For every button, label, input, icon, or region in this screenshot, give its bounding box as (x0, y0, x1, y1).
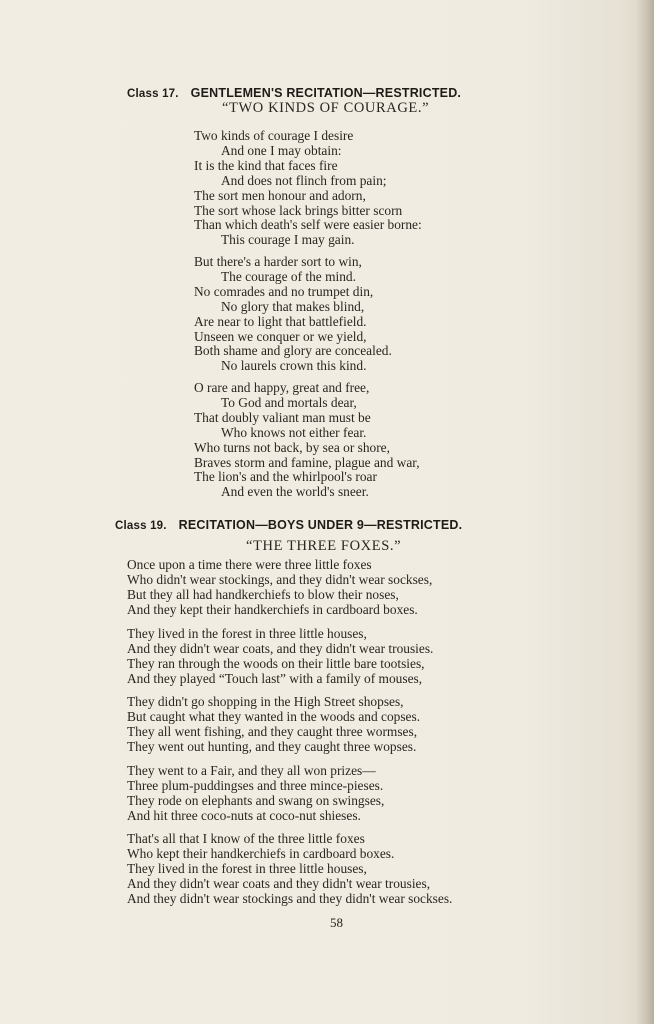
verse-line: Two kinds of courage I desire (194, 128, 354, 143)
verse-line: They lived in the forest in three little houses, (127, 626, 367, 641)
verse-line: No comrades and no trumpet din, (194, 283, 374, 299)
verse-line: Than which death's self were easier borne: (194, 217, 422, 233)
verse-line: No laurels crown this kind. (221, 358, 367, 374)
heading-text: GENTLEMEN'S RECITATION—RESTRICTED. (190, 86, 462, 100)
stanza (194, 129, 422, 248)
verse-line: Three plum-puddingses and three mince-pieses. (127, 777, 384, 793)
verse-line: The courage of the mind. (221, 268, 356, 284)
stanza (127, 627, 433, 687)
verse-line: Braves storm and famine, plague and war, (194, 454, 420, 470)
verse-line: O rare and happy, great and free, (194, 380, 370, 395)
stanza (194, 255, 392, 374)
verse-line: Once upon a time there were three little foxes (127, 557, 372, 572)
verse-line: They ran through the woods on their little bare tootsies, (127, 655, 425, 671)
stanza (127, 558, 432, 618)
class-label: Class 17. (127, 88, 179, 100)
class-label: Class 19. (115, 520, 167, 532)
verse-line: And one I may obtain: (221, 142, 342, 158)
verse-line: This courage I may gain. (221, 232, 355, 248)
section-heading-class-19 (115, 518, 462, 532)
verse-line: They went out hunting, and they caught three wopses. (127, 738, 417, 754)
verse-line: And they kept their handkerchiefs in cardboard boxes. (127, 601, 418, 617)
verse-line: Are near to light that battlefield. (194, 313, 367, 329)
verse-line: And they didn't wear stockings and they didn't wear sockses. (127, 890, 453, 906)
verse-line: And they didn't wear coats and they didn't wear trousies, (127, 875, 431, 891)
poem-title: “THE THREE FOXES.” (246, 538, 402, 554)
verse-line: They lived in the forest in three little houses, (127, 860, 367, 876)
stanza (194, 381, 420, 500)
poem-title: “TWO KINDS OF COURAGE.” (222, 100, 430, 116)
heading-text: RECITATION—BOYS UNDER 9—RESTRICTED. (178, 518, 463, 532)
verse-line: Both shame and glory are concealed. (194, 343, 392, 359)
verse-line: They all went fishing, and they caught three wormses, (127, 723, 418, 739)
verse-line: The lion's and the whirlpool's roar (194, 469, 377, 485)
verse-line: The sort whose lack brings bitter scorn (194, 202, 403, 218)
stanza (127, 832, 452, 907)
section-heading-class-17 (127, 86, 461, 100)
verse-line: That doubly valiant man must be (194, 409, 371, 425)
verse-line: And even the world's sneer. (221, 484, 369, 500)
verse-line: That's all that I know of the three little foxes (127, 831, 365, 846)
page-number: 58 (330, 915, 343, 930)
verse-line: And they played “Touch last” with a family of mouses, (127, 670, 423, 686)
verse-line: But there's a harder sort to win, (194, 254, 362, 269)
verse-line: It is the kind that faces fire (194, 157, 338, 173)
verse-line: Who knows not either fear. (221, 424, 367, 440)
verse-line: And does not flinch from pain; (221, 172, 387, 188)
verse-line: But they all had handkerchiefs to blow their noses, (127, 586, 399, 602)
page-edge-shadow (636, 0, 654, 1024)
verse-line: But caught what they wanted in the woods and copses. (127, 708, 421, 724)
verse-line: They rode on elephants and swang on swingses, (127, 792, 385, 808)
stanza (127, 695, 420, 755)
verse-line: They went to a Fair, and they all won prizes— (127, 763, 376, 778)
stanza (127, 764, 384, 824)
verse-line: They didn't go shopping in the High Street shopses, (127, 694, 404, 709)
verse-line: Who didn't wear stockings, and they didn't wear sockses, (127, 571, 433, 587)
verse-line: The sort men honour and adorn, (194, 187, 366, 203)
verse-line: And hit three coco-nuts at coco-nut shieses. (127, 807, 361, 823)
verse-line: Unseen we conquer or we yield, (194, 328, 367, 344)
verse-line: Who kept their handkerchiefs in cardboard boxes. (127, 845, 395, 861)
verse-line: And they didn't wear coats, and they didn't wear trousies. (127, 640, 434, 656)
verse-line: Who turns not back, by sea or shore, (194, 439, 390, 455)
verse-line: No glory that makes blind, (221, 298, 365, 314)
verse-line: To God and mortals dear, (221, 394, 357, 410)
